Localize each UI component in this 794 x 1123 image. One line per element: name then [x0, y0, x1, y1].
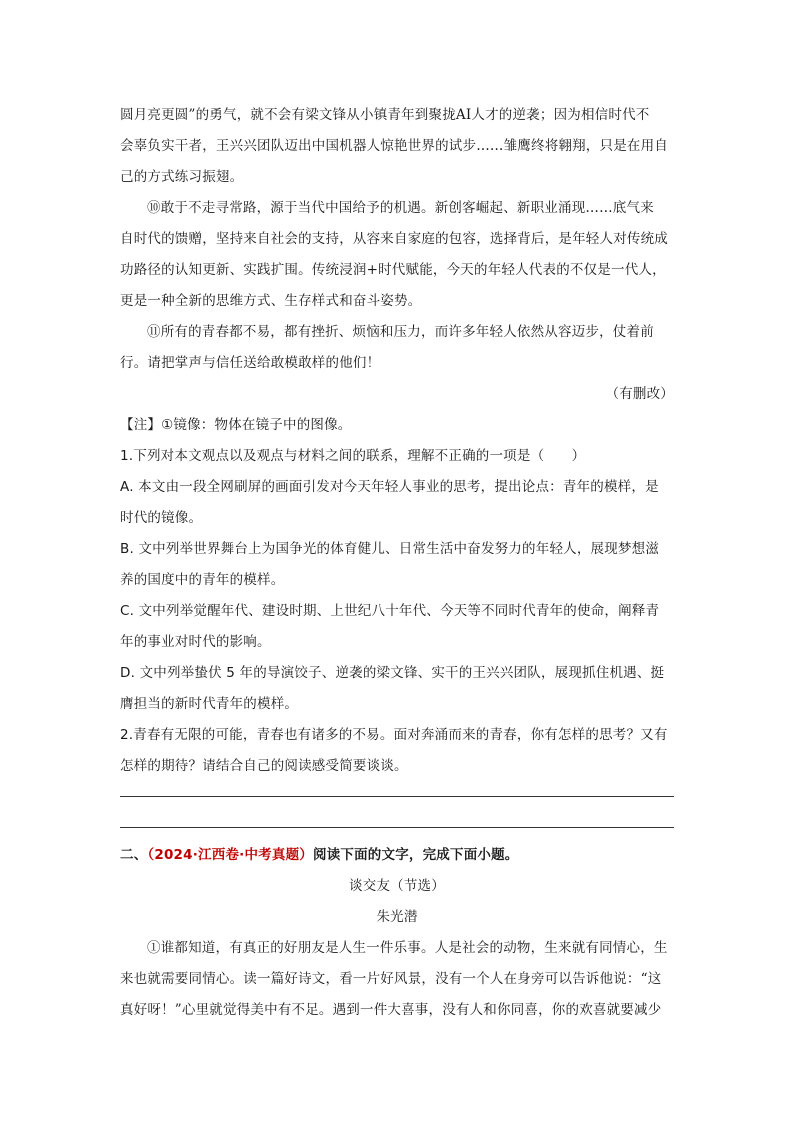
option-b[interactable]: B. 文中列举世界舞台上为国争光的体育健儿、日常生活中奋发努力的年轻人，展现梦想滋	[120, 541, 660, 557]
article-paragraph-line: ①谁都知道，有真正的好朋友是人生一件乐事。人是社会的动物，生来就有同情心，生	[147, 940, 668, 956]
option-b-cont: 养的国度中的青年的模样。	[120, 572, 285, 588]
option-d-cont: 膺担当的新时代青年的模样。	[120, 696, 299, 712]
article-author: 朱光潜	[376, 909, 418, 925]
paragraph-10-line: 自时代的馈赠，坚持来自社会的支持，从容来自家庭的包容，选择背后，是年轻人对传统成	[120, 231, 668, 247]
footnote: 【注】①镜像：物体在镜子中的图像。	[120, 417, 352, 433]
passage-line: 圆月亮更圆”的勇气，就不会有梁文锋从小镇青年到聚拢AI人才的逆袭；因为相信时代不	[120, 107, 650, 123]
question-2-line: 怎样的期待？请结合自己的阅读感受简要谈谈。	[120, 758, 408, 774]
section-2-prefix: 二、	[120, 847, 148, 863]
option-a[interactable]: A. 本文由一段全网刷屏的画面引发对今天年轻人事业的思考，提出论点：青年的模样，是	[120, 479, 659, 495]
question-2-line: 2.青春有无限的可能，青春也有诸多的不易。面对奔涌而来的青春，你有怎样的思考？又有	[120, 727, 668, 743]
article-title: 谈交友（节选）	[349, 878, 445, 894]
document-page	[120, 100, 674, 1026]
option-c[interactable]: C. 文中列举觉醒年代、建设时期、上世纪八十年代、今天等不同时代青年的使命，阐释青	[120, 603, 660, 619]
paragraph-11-line: ⑪所有的青春都不易，都有挫折、烦恼和压力，而许多年轻人依然从容迈步，仗着前	[147, 324, 654, 340]
section-2-source: （2024·江西卷·中考真题）	[147, 847, 313, 863]
article-paragraph-line: 真好呀！”心里就觉得美中有不足。遇到一件大喜事，没有人和你同喜，你的欢喜就要减少	[120, 1002, 662, 1018]
question-1-stem: 1.下列对本文观点以及观点与材料之间的联系，理解不正确的一项是（ ）	[120, 448, 586, 464]
option-a-cont: 时代的镜像。	[120, 510, 203, 526]
paragraph-10-line: 更是一种全新的思维方式、生存样式和奋斗姿势。	[120, 293, 422, 309]
section-2-instruction: 阅读下面的文字，完成下面小题。	[313, 847, 519, 863]
paragraph-10-line: ⑩敢于不走寻常路，源于当代中国给予的机遇。新创客崛起、新职业涌现……底气来	[147, 200, 654, 216]
paragraph-10-line: 功路径的认知更新、实践扩围。传统浸润+时代赋能，今天的年轻人代表的不仅是一代人，	[120, 262, 666, 278]
passage-line: 己的方式练习振翅。	[120, 169, 244, 185]
source-note: （有删改）	[605, 386, 674, 402]
section-2-header	[120, 840, 674, 871]
paragraph-11-line: 行。请把掌声与信任送给敢模敢样的他们！	[120, 355, 381, 371]
option-c-cont: 年的事业对时代的影响。	[120, 634, 271, 650]
passage-line: 会辜负实干者，王兴兴团队迈出中国机器人惊艳世界的试步……雏鹰终将翱翔，只是在用自	[120, 138, 668, 154]
article-paragraph-line: 来也就需要同情心。读一篇好诗文，看一片好风景，没有一个人在身旁可以告诉他说：“这	[120, 971, 662, 987]
option-d[interactable]: D. 文中列举蛰伏 5 年的导演饺子、逆袭的梁文锋、实干的王兴兴团队，展现抓住机遇、挺	[120, 665, 665, 681]
